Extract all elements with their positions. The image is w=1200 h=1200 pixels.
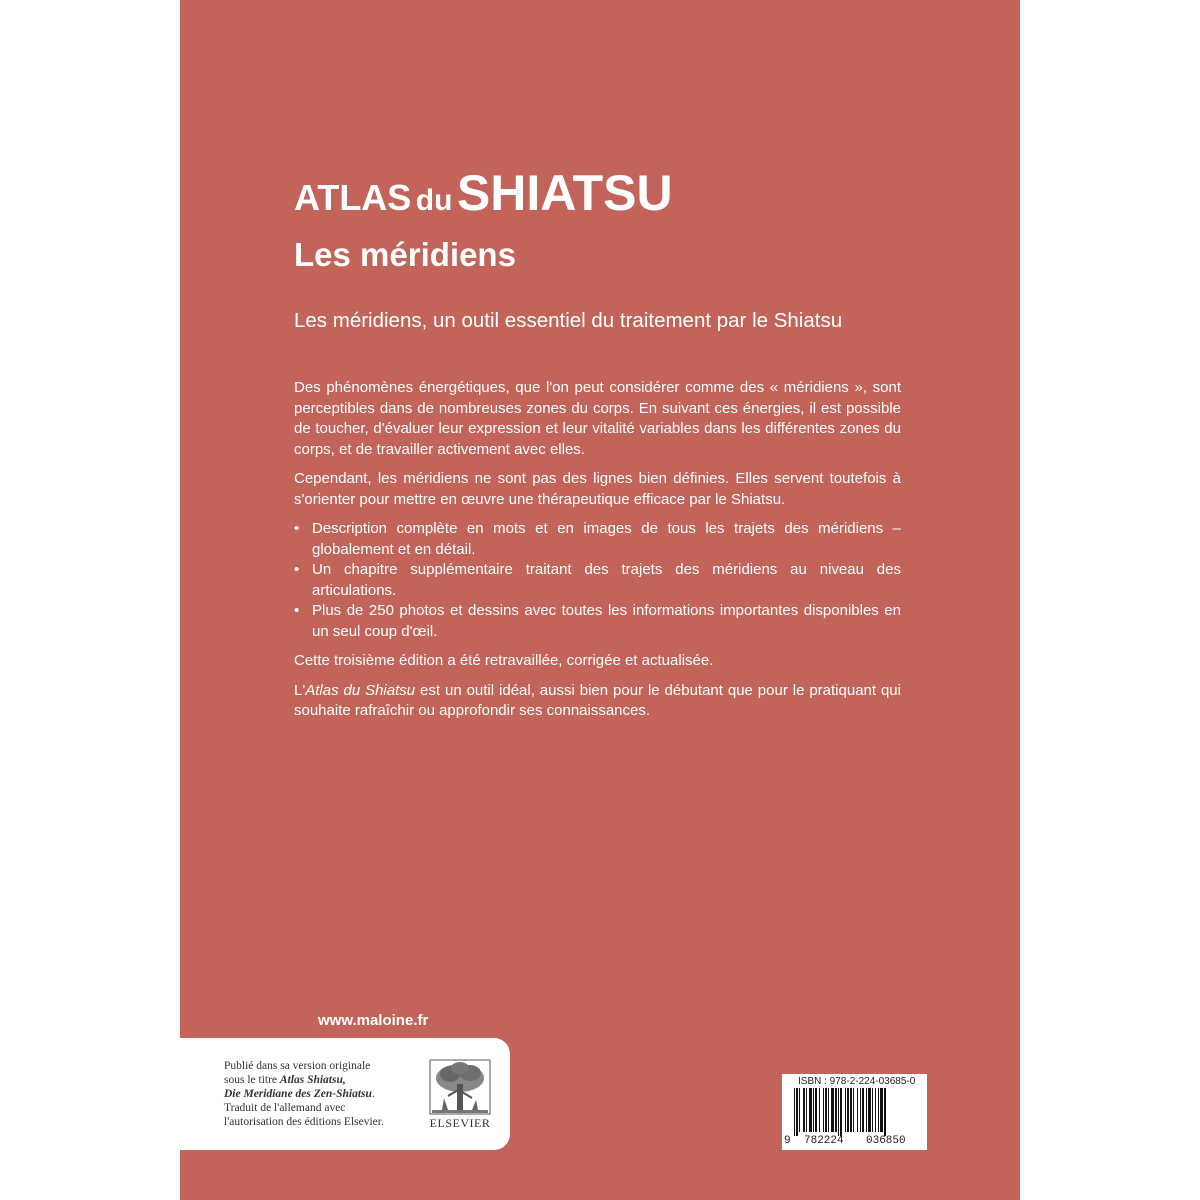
bullet-icon: • <box>294 602 300 619</box>
barcode-bar <box>794 1088 795 1136</box>
barcode-bar <box>850 1088 852 1132</box>
barcode-bar <box>803 1088 805 1132</box>
barcode-bar <box>866 1088 867 1132</box>
barcode-bar <box>872 1088 873 1132</box>
description-paragraph-1: Des phénomènes énergétiques, que l'on peut considérer comme des « méridiens », sont perceptibles dans de nombreuses zones du corps. En suivant ces énergies, il est possible de toucher, d'évaluer leur expression et leur vitalité variables dans les différentes zones du corps, et de travailler activement avec elles. <box>294 379 901 458</box>
description <box>294 378 901 731</box>
barcode-bar <box>862 1088 864 1132</box>
title-du: du <box>415 184 453 217</box>
publisher-line-1: Publié dans sa version originale <box>224 1060 371 1072</box>
book-title <box>294 165 673 221</box>
barcode-bar <box>868 1088 871 1132</box>
barcode-digit-group-2: 036850 <box>866 1135 906 1147</box>
barcode-bar <box>796 1088 798 1136</box>
barcode-bar <box>857 1088 858 1132</box>
publisher-website: www.maloine.fr <box>318 1012 429 1029</box>
description-paragraph-2: Cependant, les méridiens ne sont pas des lignes bien définies. Elles servent toutefois à s'orienter pour mettre en œuvre une thérapeutique efficace par le Shiatsu. <box>294 470 901 508</box>
feature-item <box>294 519 901 560</box>
title-atlas: ATLAS <box>294 177 412 218</box>
barcode-bar <box>831 1088 834 1132</box>
publisher-line-2-prefix: sous le titre <box>224 1074 280 1086</box>
para4-title-italic: Atlas du Shiatsu <box>305 681 416 699</box>
barcode-bar <box>884 1088 886 1136</box>
feature-text: Description complète en mots et en images de tous les trajets des méridiens – globalement et en détail. <box>312 520 901 558</box>
barcode-bar <box>815 1088 817 1132</box>
book-subtitle: Les méridiens <box>294 236 516 273</box>
barcode-digit-first: 9 <box>784 1135 791 1147</box>
barcode <box>782 1074 927 1150</box>
publisher-line-2 <box>224 1073 424 1087</box>
publisher-line-4: Traduit de l'allemand avec <box>224 1102 346 1114</box>
description-paragraph-4 <box>294 681 901 722</box>
barcode-bar <box>835 1088 837 1132</box>
feature-list <box>294 519 901 642</box>
publisher-line-5: l'autorisation des éditions Elsevier. <box>224 1116 384 1128</box>
tagline: Les méridiens, un outil essentiel du traitement par le Shiatsu <box>294 309 843 332</box>
barcode-bar <box>806 1088 807 1132</box>
barcode-bar <box>840 1088 842 1136</box>
description-paragraph-3: Cette troisième édition a été retravaillée, corrigée et actualisée. <box>294 652 714 669</box>
barcode-digit-group-1: 782224 <box>804 1135 844 1147</box>
barcode-bar <box>853 1088 854 1132</box>
bullet-icon: • <box>294 520 300 537</box>
original-title-part-2: Die Meridiane des Zen-Shiatsu <box>224 1088 372 1100</box>
publisher-notice <box>224 1059 424 1129</box>
barcode-bar <box>813 1088 814 1132</box>
elsevier-logo-text: ELSEVIER <box>429 1116 491 1130</box>
barcode-bar <box>847 1088 849 1132</box>
barcode-bar <box>845 1088 846 1132</box>
barcode-bar <box>860 1088 861 1132</box>
barcode-bar <box>823 1088 824 1132</box>
feature-text: Plus de 250 photos et dessins avec toutes les informations importantes disponibles en un seul coup d'œil. <box>312 602 901 640</box>
barcode-bar <box>875 1088 876 1132</box>
barcode-bar <box>799 1088 800 1132</box>
barcode-bar <box>819 1088 820 1132</box>
barcode-bar <box>880 1088 883 1132</box>
bullet-icon: • <box>294 561 300 578</box>
barcode-bar <box>838 1088 839 1136</box>
barcode-bar <box>828 1088 829 1132</box>
barcode-bars <box>782 1088 927 1136</box>
feature-item <box>294 601 901 642</box>
para4-suffix: est un outil idéal, aussi bien pour le débutant que pour le pratiquant qui souhaite rafraîchir ou approfondir ses connaissances. <box>294 681 901 719</box>
back-cover <box>180 0 1020 1200</box>
barcode-bar <box>825 1088 827 1132</box>
barcode-bar <box>878 1088 879 1132</box>
publisher-line-3-suffix: . <box>371 1088 375 1100</box>
publisher-box <box>180 1038 510 1150</box>
title-shiatsu: SHIATSU <box>456 165 673 221</box>
feature-item <box>294 560 901 601</box>
barcode-bar <box>809 1088 812 1132</box>
publisher-line-3 <box>224 1087 424 1101</box>
original-title-part-1: Atlas Shiatsu, <box>279 1074 346 1086</box>
feature-text: Un chapitre supplémentaire traitant des trajets des méridiens au niveau des articulations. <box>312 561 901 599</box>
isbn-label: ISBN : 978-2-224-03685-0 <box>798 1076 916 1087</box>
para4-prefix: L' <box>294 681 306 699</box>
